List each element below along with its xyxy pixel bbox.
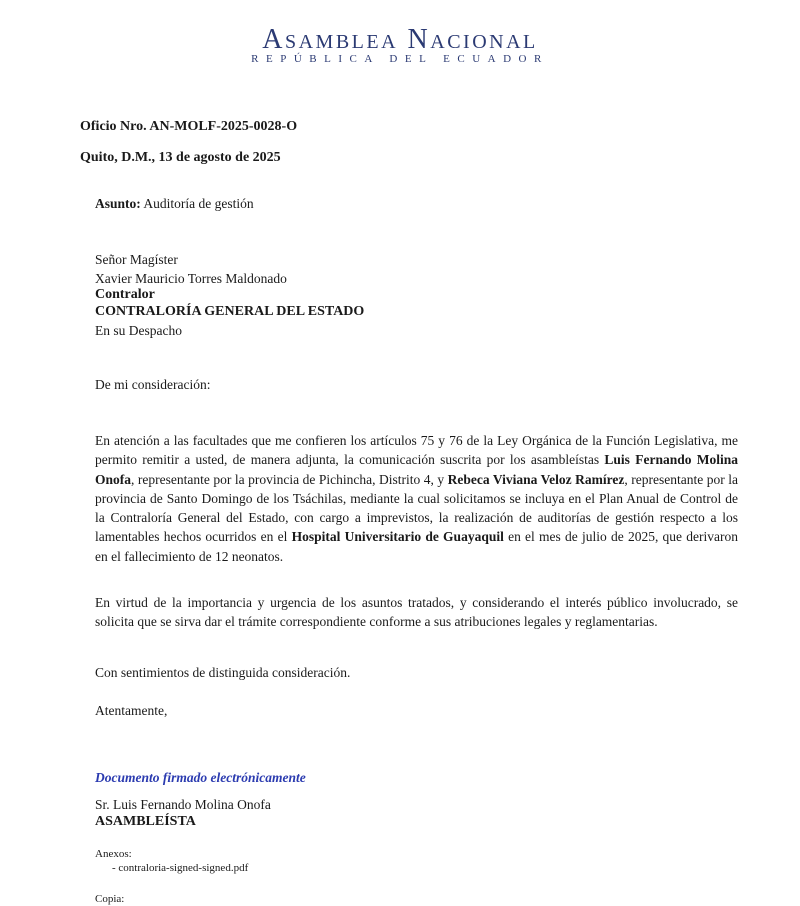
recipient-title: Señor Magíster (95, 252, 178, 267)
annex-item[interactable]: - contraloria-signed-signed.pdf (112, 862, 249, 874)
p1-text-2: , representante por la provincia de Pichincha, Distrito 4, y (131, 471, 448, 487)
p1-text-1: En atención a las facultades que me confieren los artículos 75 y 76 de la Ley Orgánica de la Función Legislativa, me permito remitir a usted, de manera adjunta, la comunicación suscrita por los asambleístas (95, 433, 738, 468)
subject-label: Asunto: (95, 196, 141, 211)
closing: Atentamente, (95, 703, 168, 718)
p1-text-3: , representante por la provincia de Santo Domingo de los Tsáchilas, mediante la cual solicitamos se incluya en el Plan Anual de Control de la Contraloría General del Estado, con cargo a imprevistos, la realización de auditorías de gestión respecto a los lamentables hechos ocurridos en el (95, 471, 739, 545)
signature-note: Documento firmado electrónicamente (95, 770, 306, 785)
document-date: Quito, D.M., 13 de agosto de 2025 (80, 150, 281, 165)
p1-bold-name-2: Rebeca Viviana Veloz Ramírez (447, 471, 625, 487)
p1-bold-name-1: Luis Fernando Molina Onofa (95, 452, 738, 487)
p1-text-4: en el mes de julio de 2025, que derivaron en el fallecimiento de 12 neonatos. (95, 529, 739, 564)
body-paragraph-2: En virtud de la importancia y urgencia de los asuntos tratados, y considerando el interés público involucrado, se solicita que se sirva dar el trámite correspondiente conforme a sus atribuciones legales y reglamentarias. (95, 595, 738, 630)
recipient-role: Contralor (95, 287, 155, 302)
recipient-name: Xavier Mauricio Torres Maldonado (95, 271, 287, 286)
recipient-institution: CONTRALORÍA GENERAL DEL ESTADO (95, 304, 365, 319)
letterhead-subtitle: REPÚBLICA DEL ECUADOR (251, 53, 549, 65)
letterhead-title: Asamblea Nacional (262, 24, 538, 55)
signer-name: Sr. Luis Fernando Molina Onofa (95, 797, 271, 812)
subject-line (95, 196, 254, 212)
recipient-location: En su Despacho (95, 323, 182, 338)
body-paragraph-3: Con sentimientos de distinguida consideración. (95, 665, 351, 680)
signer-title: ASAMBLEÍSTA (95, 814, 196, 829)
annexes-label: Anexos: (95, 848, 132, 860)
oficio-number: Oficio Nro. AN-MOLF-2025-0028-O (80, 119, 298, 134)
greeting: De mi consideración: (95, 377, 211, 392)
subject-text: Auditoría de gestión (143, 196, 254, 211)
copy-label: Copia: (95, 893, 125, 905)
body-paragraph-1 (95, 431, 738, 566)
p1-bold-hospital: Hospital Universitario de Guayaquil (291, 529, 504, 545)
